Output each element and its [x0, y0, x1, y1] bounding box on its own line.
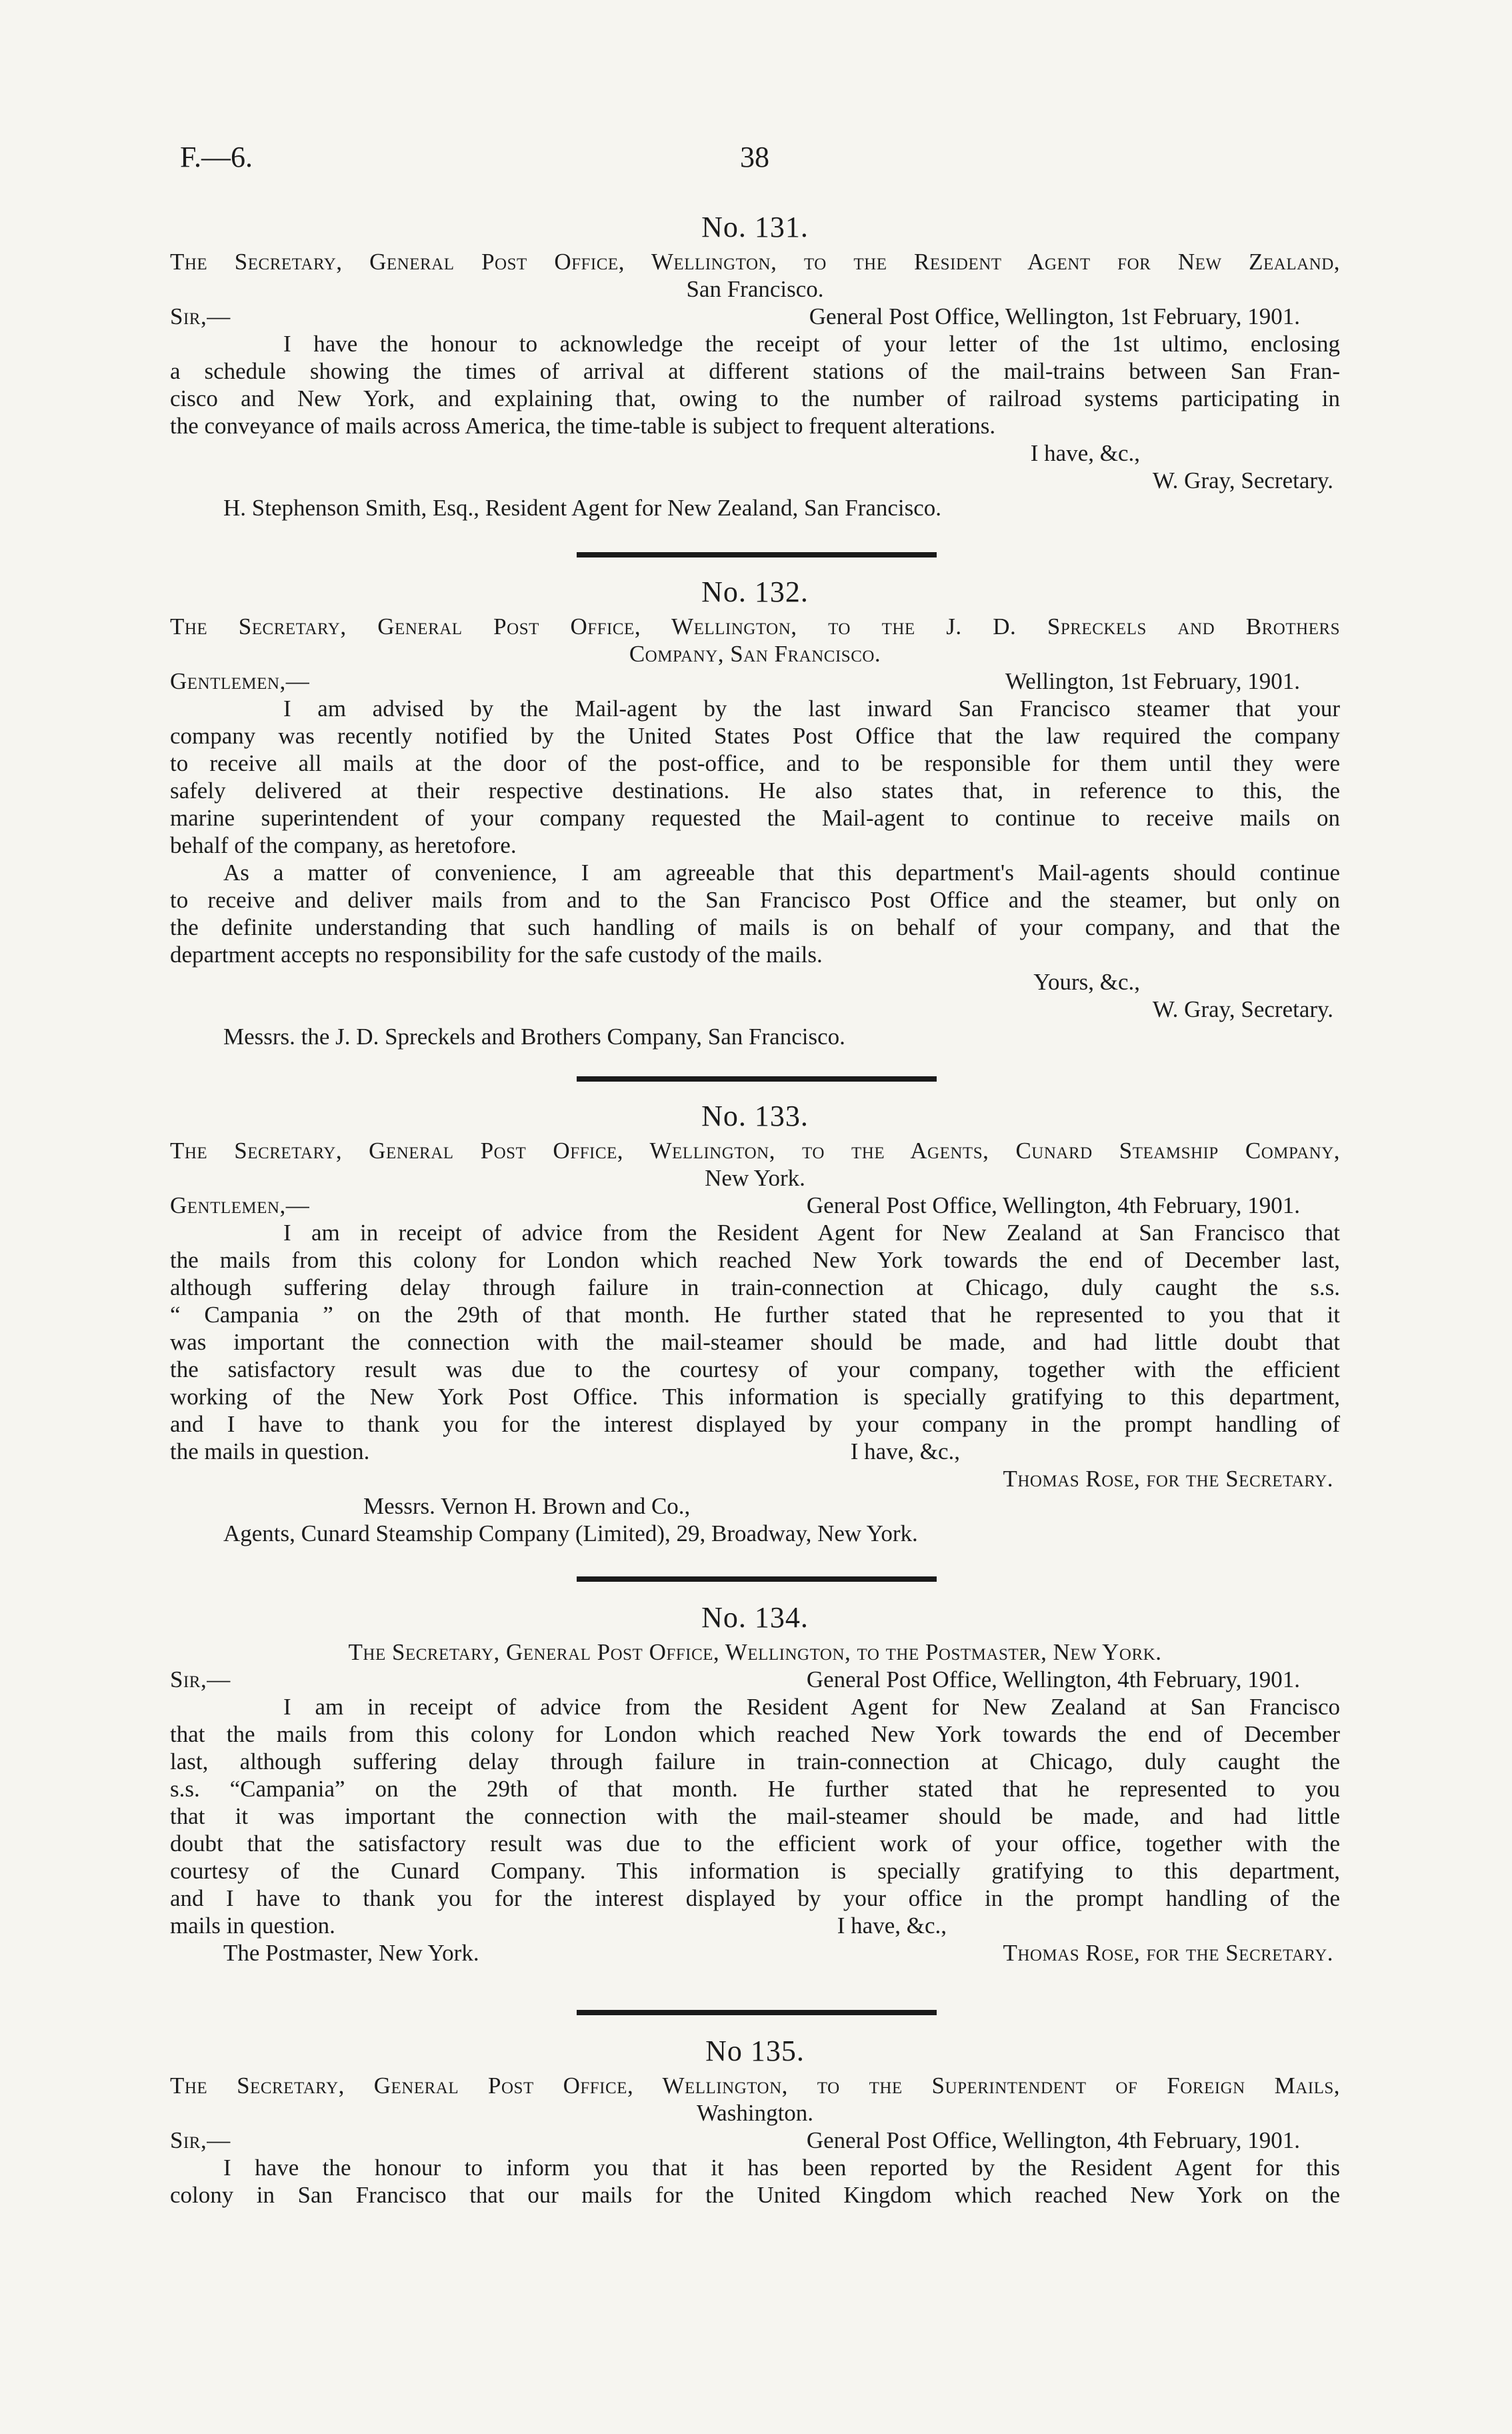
body-line: that the mails from this colony for London which reached New York towards the end of December [170, 1721, 1340, 1747]
body-line: the satisfactory result was due to the courtesy of your company, together with the efficient [170, 1356, 1340, 1382]
body-line: to receive and deliver mails from and to the San Francisco Post Office and the steamer, but only on [170, 887, 1340, 913]
body-line: safely delivered at their respective destinations. He also states that, in reference to this, the [170, 778, 1340, 804]
letter-heading-line: The Secretary, General Post Office, Wellington, to the Superintendent of Foreign Mails, [170, 2073, 1340, 2099]
closing: I have, &c., [850, 1438, 960, 1464]
body-line: I am in receipt of advice from the Resident Agent for New Zealand at San Francisco [283, 1694, 1340, 1720]
letter-number: No 135. [705, 2035, 805, 2067]
section-divider [577, 2010, 937, 2015]
letter-heading-line: The Secretary, General Post Office, Wellington, to the Postmaster, New York. [348, 1639, 1162, 1665]
body-line: a schedule showing the times of arrival at different stations of the mail-trains between San Fran- [170, 358, 1340, 384]
closing: I have, &c., [1030, 440, 1140, 466]
addressee: H. Stephenson Smith, Esq., Resident Agent for New Zealand, San Francisco. [223, 495, 942, 521]
page-reference: F.—6. [180, 141, 253, 173]
place-date: General Post Office, Wellington, 4th February, 1901. [806, 1192, 1300, 1218]
letter-135 [170, 2034, 1340, 2209]
body-line: the mails from this colony for London which reached New York towards the end of December last, [170, 1247, 1340, 1273]
body-line: that it was important the connection with the mail-steamer should be made, and had little [170, 1803, 1340, 1829]
page-header [0, 140, 1512, 193]
letter-heading-line: San Francisco. [686, 276, 824, 302]
closing: I have, &c., [837, 1913, 947, 1939]
addressee: The Postmaster, New York. [223, 1940, 479, 1966]
body-line: department accepts no responsibility for the safe custody of the mails. [170, 942, 823, 968]
salutation: Sir,— [170, 2127, 231, 2153]
page-number: 38 [740, 141, 769, 173]
salutation: Gentlemen,— [170, 1192, 310, 1218]
letter-heading-line: New York. [705, 1165, 805, 1191]
body-line: I have the honour to acknowledge the receipt of your letter of the 1st ultimo, enclosing [283, 331, 1340, 357]
body-line: the definite understanding that such handling of mails is on behalf of your company, and that the [170, 914, 1340, 940]
salutation-row [170, 2127, 1340, 2154]
body-line: mails in question. [170, 1913, 335, 1939]
closing-row [170, 1912, 1340, 1939]
letter-132 [170, 575, 1340, 1050]
salutation: Sir,— [170, 303, 231, 329]
body-line: colony in San Francisco that our mails for the United Kingdom which reached New York on the [170, 2182, 1340, 2208]
signature: W. Gray, Secretary. [1152, 996, 1333, 1022]
place-date: Wellington, 1st February, 1901. [1005, 668, 1300, 694]
body-line: was important the connection with the mail-steamer should be made, and had little doubt that [170, 1329, 1340, 1355]
body-line: I have the honour to inform you that it has been reported by the Resident Agent for this [223, 2155, 1340, 2181]
body-line: I am in receipt of advice from the Resident Agent for New Zealand at San Francisco that [283, 1220, 1340, 1246]
letter-heading-line: Washington. [696, 2100, 814, 2126]
place-date: General Post Office, Wellington, 4th February, 1901. [806, 2127, 1300, 2153]
body-line: and I have to thank you for the interest displayed by your company in the prompt handling of [170, 1411, 1340, 1437]
body-line: last, although suffering delay through failure in train-connection at Chicago, duly caught the [170, 1748, 1340, 1774]
letter-heading-line: Company, San Francisco. [629, 641, 881, 667]
salutation-row [170, 1666, 1340, 1693]
body-line: and I have to thank you for the interest displayed by your office in the prompt handling of the [170, 1885, 1340, 1911]
salutation: Gentlemen,— [170, 668, 310, 694]
letter-number: No. 134. [701, 1601, 809, 1634]
letter-131 [170, 210, 1340, 521]
body-line: the mails in question. [170, 1438, 370, 1464]
body-line: I am advised by the Mail-agent by the last inward San Francisco steamer that your [283, 696, 1340, 722]
closing: Yours, &c., [1033, 969, 1140, 995]
salutation: Sir,— [170, 1666, 231, 1692]
closing-row [170, 1438, 1340, 1465]
body-line: marine superintendent of your company requested the Mail-agent to continue to receive mails on [170, 805, 1340, 831]
body-line: to receive all mails at the door of the post-office, and to be responsible for them until they were [170, 750, 1340, 776]
letter-heading-line: The Secretary, General Post Office, Wellington, to the Agents, Cunard Steamship Company, [170, 1138, 1340, 1164]
salutation-row [170, 303, 1340, 330]
salutation-row [170, 668, 1340, 695]
body-line: working of the New York Post Office. This information is specially gratifying to this department, [170, 1384, 1340, 1410]
addressee-line: Agents, Cunard Steamship Company (Limited), 29, Broadway, New York. [223, 1520, 918, 1546]
letter-133 [170, 1099, 1340, 1547]
letter-number: No. 133. [701, 1100, 809, 1132]
salutation-row [170, 1192, 1340, 1219]
letter-number: No. 131. [701, 211, 809, 243]
addressee: Messrs. the J. D. Spreckels and Brothers Company, San Francisco. [223, 1024, 845, 1050]
letter-heading-line: The Secretary, General Post Office, Wellington, to the J. D. Spreckels and Brothers [170, 614, 1340, 640]
letter-134 [170, 1600, 1340, 1967]
body-line: although suffering delay through failure in train-connection at Chicago, duly caught the s.s. [170, 1274, 1340, 1300]
body-line: s.s. “Campania” on the 29th of that month. He further stated that he represented to you [170, 1776, 1340, 1802]
signature: W. Gray, Secretary. [1152, 467, 1333, 493]
signature: Thomas Rose, for the Secretary. [1003, 1466, 1333, 1492]
letter-number: No. 132. [701, 575, 809, 608]
body-line: the conveyance of mails across America, the time-table is subject to frequent alterations. [170, 413, 996, 439]
body-line: behalf of the company, as heretofore. [170, 832, 517, 858]
addressee-line: Messrs. Vernon H. Brown and Co., [363, 1493, 691, 1519]
body-line: As a matter of convenience, I am agreeable that this department's Mail-agents should continue [223, 860, 1340, 886]
section-divider [577, 1576, 937, 1582]
section-divider [577, 552, 937, 557]
letter-heading-line: The Secretary, General Post Office, Wellington, to the Resident Agent for New Zealand, [170, 249, 1340, 275]
signature: Thomas Rose, for the Secretary. [1003, 1940, 1333, 1966]
section-divider [577, 1076, 937, 1082]
body-line: courtesy of the Cunard Company. This information is specially gratifying to this department, [170, 1858, 1340, 1884]
body-line: cisco and New York, and explaining that, owing to the number of railroad systems participating in [170, 385, 1340, 411]
place-date: General Post Office, Wellington, 1st February, 1901. [809, 303, 1300, 329]
body-line: doubt that the satisfactory result was due to the efficient work of your office, together with the [170, 1831, 1340, 1857]
signature-row [170, 1939, 1340, 1967]
place-date: General Post Office, Wellington, 4th February, 1901. [806, 1666, 1300, 1692]
body-line: “ Campania ” on the 29th of that month. He further stated that he represented to you that it [170, 1302, 1340, 1328]
body-line: company was recently notified by the United States Post Office that the law required the company [170, 723, 1340, 749]
